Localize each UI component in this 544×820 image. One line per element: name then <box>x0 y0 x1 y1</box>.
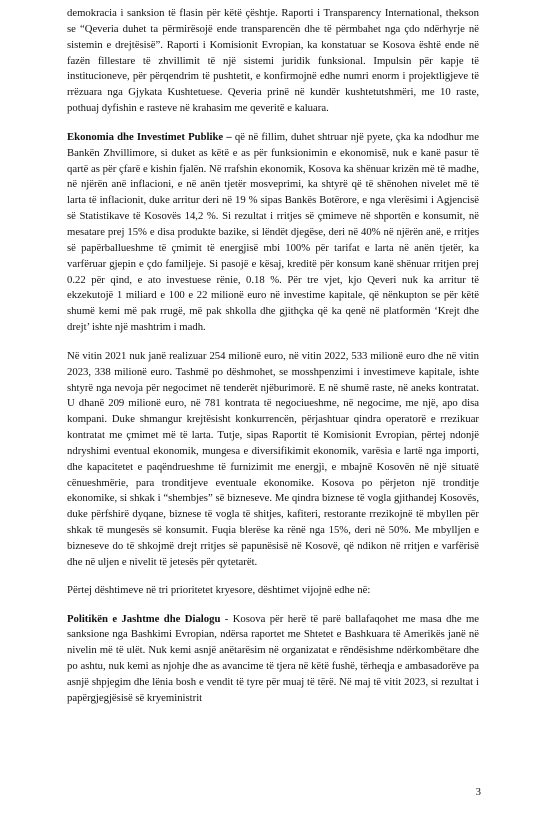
heading-economy: Ekonomia dhe Investimet Publike <box>67 130 224 143</box>
paragraph-economy <box>67 130 479 336</box>
document-page <box>67 6 479 707</box>
paragraph-investments: Në vitin 2021 nuk janë realizuar 254 milionë euro, në vitin 2022, 533 milionë euro dhe në vitin 2023, 338 milionë euro. Tashmë po dëshmohet, se mosshpenzimi i investimeve kapitale, ishte shtyrë nga nevoja për negocimet në tenderët njëburimorë. E në shumë raste, në aneks kontratat. U dhanë 209 milionë euro, në 781 kontrata të negociueshme, në negocime, me një, apo disa kompani. Duke shmangur krejtësisht konkurrencën, përjashtuar qindra operatorë e rrezikuar kontratat me çmimet më të larta. Tutje, sipas Raportit të Komisionit Evropian, përtej ndonjë ndryshimi eventual ekonomik, mungesa e diversifikimit ekonomik, varësia e lartë nga importi, dhe kapacitetet e paqëndrueshme të furnizimit me energji, e mbajnë Kosovën në një situatë cënueshmërie, para tronditjeve eventuale ekonomike. Kosova po përjeton një tronditje ekonomike, si shkak i “shembjes” së bizneseve. Me qindra biznese të vogla gjithandej Kosovës, duke përfshirë dyqane, biznese të vogla të shitjes, kafiteri, restorante rrezikojnë të mbyllen për shkak të mungesës së konsumit. Fuqia blerëse ka rënë nga 15%, deri në 50%. Me mbylljen e bizneseve do të shkojmë drejt rritjes së papunësisë në Kosovë, që ndikon në rritjen e varfërisë dhe në uljen e nivelit të jetesës për qytetarët. <box>67 349 479 568</box>
paragraph-foreign-policy <box>67 612 479 707</box>
page-number: 3 <box>475 786 481 798</box>
paragraph-failures-intro: Përtej dështimeve në tri prioritetet kryesore, dështimet vijojnë edhe në: <box>67 583 371 596</box>
heading-economy-dash: – <box>223 130 235 143</box>
heading-foreign-policy: Politikën e Jashtme dhe Dialogu <box>67 612 221 625</box>
heading-foreign-policy-dash: - <box>220 612 233 625</box>
paragraph-economy-body: që në fillim, duhet shtruar një pyete, çka ka ndodhur me Bankën Zhvillimore, si duket as këtë e as për funksionimin e ekonomisë, nuk e kanë pasur të qartë as për çfarë e kishin fjalën. Në rrafshin ekonomik, Kosova ka shënuar krizën më të madhe, në njërën anë inflacioni, e në anën tjetër mosveprimi, ka shtyrë që të shënohen nivelet më të larta të inflacionit, duke arritur deri në 19 % sipas Bankës Botërore, e nga vlerësimi i Agjencisë së Statistikave të Kosovës 14,2 %. Si rezultat i rritjes së çmimeve në shportën e konsumit, në mesatare prej 15% e disa produkte bazike, si lëndët djegëse, deri në 40% në njërën anë, e rritjes së papërballueshme të çmimit të energjisë mbi 100% për tarifat e larta në anën tjetër, ka varfëruar gjepin e çdo familjeje. Si pasojë e kësaj, kreditë për konsum kanë shënuar rritjen prej 0.22 për qind, e ato investuese rënie, 0.18 %. Për tre vjet, kjo Qeveri nuk ka arritur të ekzekutojë 1 miliard e 100 e 22 milionë euro në investime kapitale, që nënkupton se për këtë shumë kemi më pak rrugë, më pak shkolla dhe gjithçka që ka qenë në platformën ‘Krejt dhe drejt’ ishte një mashtrim i madh. <box>67 130 479 334</box>
paragraph-transparency: demokracia i sanksion të flasin për këtë çështje. Raporti i Transparency International, thekson se “Qeveria duhet ta përmirësojë ende transparencën dhe të përmbahet nga çdo ndërhyrje në sistemin e drejtësisë”. Raporti i Komisionit Evropian, ka konstatuar se Kosova është ende në fazën fillestare të zhvillimit të një sistemi juridik funksional. Impulsin për kapje të institucioneve, për përqendrim të pushtetit, e konfirmojnë edhe numri enorm i projektligjeve të rrëzuara nga Gjykata Kushtetuese. Qeveria prinë në kundër kushtetutshmëri, me 10 raste, pothuaj dyfishin e rasteve në krahasim me qeveritë e kaluara. <box>67 7 479 115</box>
paragraph-foreign-policy-body: Kosova për herë të parë ballafaqohet me masa dhe me sanksione nga Bashkimi Evropian, ndërsa raportet me Shtetet e Bashkuara të Amerikës janë në nivelin më të ulët. Nuk kemi asnjë anëtarësim në organizatat e rëndësishme ndërkombëtare dhe po ashtu, nuk kemi as njohje dhe as avancime të tjera në këtë fushë, tërheqja e ambasadorëve pa asnjë shpjegim dhe lënia bosh e vendit të tyre për muaj të tërë. Në maj të vitit 2023, si rezultat i papërgjegjësisë së kryeministrit <box>67 612 479 704</box>
